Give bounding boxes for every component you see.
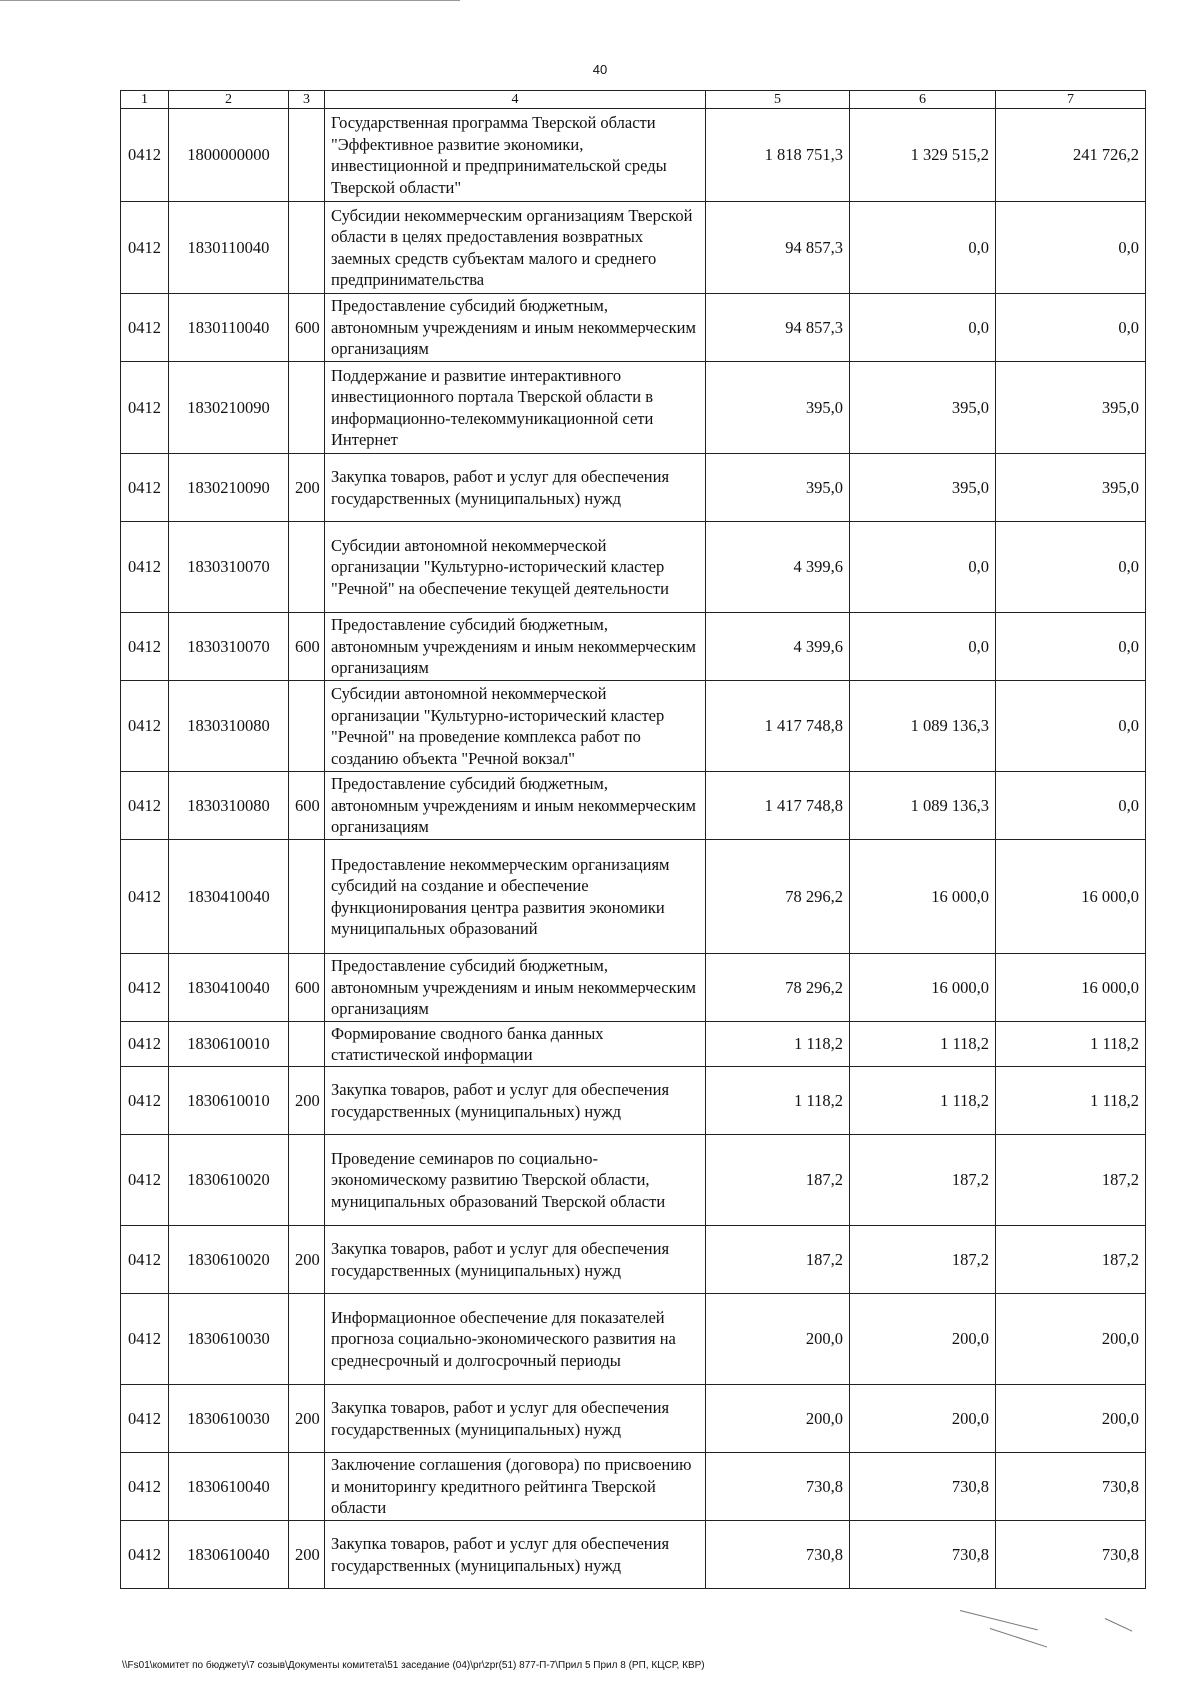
target-article-code: 1830310080: [169, 772, 289, 840]
amount-col6: 1 089 136,3: [850, 681, 996, 772]
amount-col7: 1 118,2: [996, 1022, 1146, 1067]
column-header: 5: [706, 91, 850, 109]
amount-col5: 200,0: [706, 1385, 850, 1453]
amount-col7: 16 000,0: [996, 840, 1146, 954]
amount-col7: 200,0: [996, 1294, 1146, 1385]
table-row: [121, 294, 1146, 362]
amount-col5: 94 857,3: [706, 294, 850, 362]
amount-col5: 730,8: [706, 1521, 850, 1589]
section-code: 0412: [121, 681, 169, 772]
footer-file-path: \\Fs01\комитет по бюджету\7 созыв\Документы комитета\51 заседание (04)\pr\zpr(51) 877-П-7\Прил 5 Прил 8 (РП, КЦСР, КВР): [122, 1660, 705, 1671]
section-code: 0412: [121, 1521, 169, 1589]
item-name: Закупка товаров, работ и услуг для обеспечения государственных (муниципальных) нужд: [325, 1226, 706, 1294]
scan-mark: [960, 1610, 1038, 1630]
item-name: Предоставление некоммерческим организациям субсидий на создание и обеспечение функционирования центра развития экономики муниципальных образований: [325, 840, 706, 954]
amount-col6: 730,8: [850, 1453, 996, 1521]
section-code: 0412: [121, 613, 169, 681]
item-name: Закупка товаров, работ и услуг для обеспечения государственных (муниципальных) нужд: [325, 1385, 706, 1453]
page-number: 40: [592, 62, 608, 77]
item-name: Субсидии автономной некоммерческой организации "Культурно-исторический кластер "Речной" на проведение комплекса работ по созданию объекта "Речной вокзал": [325, 681, 706, 772]
target-article-code: 1830610010: [169, 1067, 289, 1135]
amount-col6: 395,0: [850, 454, 996, 522]
target-article-code: 1830110040: [169, 294, 289, 362]
amount-col6: 1 089 136,3: [850, 772, 996, 840]
item-name: Проведение семинаров по социально-экономическому развитию Тверской области, муниципальных образований Тверской области: [325, 1135, 706, 1226]
section-code: 0412: [121, 1022, 169, 1067]
scan-mark: [990, 1628, 1047, 1647]
amount-col6: 200,0: [850, 1294, 996, 1385]
amount-col7: 241 726,2: [996, 109, 1146, 202]
target-article-code: 1830310070: [169, 522, 289, 613]
column-header: 2: [169, 91, 289, 109]
table-row: [121, 109, 1146, 202]
item-name: Предоставление субсидий бюджетным, автономным учреждениям и иным некоммерческим организациям: [325, 613, 706, 681]
column-header: 1: [121, 91, 169, 109]
table-row: [121, 1135, 1146, 1226]
target-article-code: 1830210090: [169, 454, 289, 522]
amount-col6: 200,0: [850, 1385, 996, 1453]
amount-col7: 187,2: [996, 1226, 1146, 1294]
table-row: [121, 522, 1146, 613]
amount-col5: 187,2: [706, 1135, 850, 1226]
amount-col6: 187,2: [850, 1135, 996, 1226]
amount-col7: 0,0: [996, 772, 1146, 840]
table-row: [121, 1294, 1146, 1385]
item-name: Предоставление субсидий бюджетным, автономным учреждениям и иным некоммерческим организациям: [325, 954, 706, 1022]
budget-table: [120, 90, 1146, 1589]
amount-col5: 78 296,2: [706, 840, 850, 954]
scan-mark: [1105, 1618, 1133, 1632]
amount-col7: 187,2: [996, 1135, 1146, 1226]
item-name: Информационное обеспечение для показателей прогноза социально-экономического развития на среднесрочный и долгосрочный периоды: [325, 1294, 706, 1385]
amount-col7: 730,8: [996, 1453, 1146, 1521]
target-article-code: 1830310070: [169, 613, 289, 681]
table-row: [121, 840, 1146, 954]
expense-type-code: 200: [289, 1385, 325, 1453]
section-code: 0412: [121, 522, 169, 613]
section-code: 0412: [121, 1135, 169, 1226]
section-code: 0412: [121, 454, 169, 522]
amount-col5: 4 399,6: [706, 613, 850, 681]
table-row: [121, 202, 1146, 294]
item-name: Субсидии некоммерческим организациям Тверской области в целях предоставления возвратных заемных средств субъектам малого и среднего предпринимательства: [325, 202, 706, 294]
target-article-code: 1800000000: [169, 109, 289, 202]
table-row: [121, 1022, 1146, 1067]
expense-type-code: [289, 109, 325, 202]
table-row: [121, 1453, 1146, 1521]
expense-type-code: 200: [289, 1226, 325, 1294]
amount-col5: 94 857,3: [706, 202, 850, 294]
column-header: 3: [289, 91, 325, 109]
amount-col7: 395,0: [996, 362, 1146, 454]
expense-type-code: 200: [289, 454, 325, 522]
target-article-code: 1830610020: [169, 1135, 289, 1226]
amount-col5: 187,2: [706, 1226, 850, 1294]
table-row: [121, 1385, 1146, 1453]
section-code: 0412: [121, 202, 169, 294]
amount-col5: 200,0: [706, 1294, 850, 1385]
section-code: 0412: [121, 772, 169, 840]
amount-col7: 16 000,0: [996, 954, 1146, 1022]
target-article-code: 1830610020: [169, 1226, 289, 1294]
item-name: Субсидии автономной некоммерческой организации "Культурно-исторический кластер "Речной" на обеспечение текущей деятельности: [325, 522, 706, 613]
table-row: [121, 1226, 1146, 1294]
item-name: Заключение соглашения (договора) по присвоению и мониторингу кредитного рейтинга Тверской области: [325, 1453, 706, 1521]
item-name: Формирование сводного банка данных статистической информации: [325, 1022, 706, 1067]
amount-col5: 1 118,2: [706, 1022, 850, 1067]
amount-col6: 16 000,0: [850, 954, 996, 1022]
amount-col6: 1 329 515,2: [850, 109, 996, 202]
amount-col6: 0,0: [850, 294, 996, 362]
section-code: 0412: [121, 1067, 169, 1135]
expense-type-code: [289, 1453, 325, 1521]
expense-type-code: 600: [289, 294, 325, 362]
table-header-row: [121, 91, 1146, 109]
amount-col5: 1 417 748,8: [706, 681, 850, 772]
target-article-code: 1830110040: [169, 202, 289, 294]
target-article-code: 1830410040: [169, 954, 289, 1022]
expense-type-code: [289, 522, 325, 613]
table-row: [121, 1521, 1146, 1589]
amount-col7: 0,0: [996, 613, 1146, 681]
amount-col5: 1 417 748,8: [706, 772, 850, 840]
amount-col6: 1 118,2: [850, 1022, 996, 1067]
table-row: [121, 954, 1146, 1022]
section-code: 0412: [121, 1453, 169, 1521]
amount-col7: 0,0: [996, 202, 1146, 294]
target-article-code: 1830610040: [169, 1453, 289, 1521]
amount-col7: 395,0: [996, 454, 1146, 522]
section-code: 0412: [121, 954, 169, 1022]
amount-col5: 395,0: [706, 362, 850, 454]
expense-type-code: [289, 202, 325, 294]
target-article-code: 1830310080: [169, 681, 289, 772]
item-name: Поддержание и развитие интерактивного инвестиционного портала Тверской области в информационно-телекоммуникационной сети Интернет: [325, 362, 706, 454]
amount-col6: 0,0: [850, 613, 996, 681]
amount-col6: 730,8: [850, 1521, 996, 1589]
expense-type-code: 200: [289, 1521, 325, 1589]
expense-type-code: 600: [289, 772, 325, 840]
target-article-code: 1830610030: [169, 1385, 289, 1453]
amount-col5: 1 118,2: [706, 1067, 850, 1135]
target-article-code: 1830610040: [169, 1521, 289, 1589]
target-article-code: 1830610030: [169, 1294, 289, 1385]
amount-col7: 0,0: [996, 681, 1146, 772]
expense-type-code: 200: [289, 1067, 325, 1135]
expense-type-code: 600: [289, 613, 325, 681]
amount-col7: 730,8: [996, 1521, 1146, 1589]
table-row: [121, 613, 1146, 681]
expense-type-code: [289, 840, 325, 954]
section-code: 0412: [121, 294, 169, 362]
section-code: 0412: [121, 1226, 169, 1294]
amount-col5: 78 296,2: [706, 954, 850, 1022]
scan-top-rule: [0, 0, 460, 1]
item-name: Государственная программа Тверской области "Эффективное развитие экономики, инвестиционной и предпринимательской среды Тверской области": [325, 109, 706, 202]
column-header: 6: [850, 91, 996, 109]
item-name: Закупка товаров, работ и услуг для обеспечения государственных (муниципальных) нужд: [325, 1067, 706, 1135]
amount-col5: 4 399,6: [706, 522, 850, 613]
column-header: 4: [325, 91, 706, 109]
target-article-code: 1830610010: [169, 1022, 289, 1067]
section-code: 0412: [121, 109, 169, 202]
expense-type-code: [289, 1022, 325, 1067]
section-code: 0412: [121, 1294, 169, 1385]
item-name: Закупка товаров, работ и услуг для обеспечения государственных (муниципальных) нужд: [325, 1521, 706, 1589]
amount-col7: 1 118,2: [996, 1067, 1146, 1135]
table-row: [121, 772, 1146, 840]
amount-col6: 16 000,0: [850, 840, 996, 954]
amount-col5: 1 818 751,3: [706, 109, 850, 202]
expense-type-code: [289, 1135, 325, 1226]
amount-col6: 0,0: [850, 522, 996, 613]
amount-col6: 1 118,2: [850, 1067, 996, 1135]
column-header: 7: [996, 91, 1146, 109]
amount-col6: 395,0: [850, 362, 996, 454]
amount-col5: 730,8: [706, 1453, 850, 1521]
table-row: [121, 681, 1146, 772]
amount-col7: 200,0: [996, 1385, 1146, 1453]
section-code: 0412: [121, 840, 169, 954]
section-code: 0412: [121, 362, 169, 454]
expense-type-code: [289, 681, 325, 772]
item-name: Закупка товаров, работ и услуг для обеспечения государственных (муниципальных) нужд: [325, 454, 706, 522]
section-code: 0412: [121, 1385, 169, 1453]
table-row: [121, 454, 1146, 522]
target-article-code: 1830210090: [169, 362, 289, 454]
amount-col6: 187,2: [850, 1226, 996, 1294]
amount-col7: 0,0: [996, 522, 1146, 613]
table-row: [121, 1067, 1146, 1135]
item-name: Предоставление субсидий бюджетным, автономным учреждениям и иным некоммерческим организациям: [325, 294, 706, 362]
item-name: Предоставление субсидий бюджетным, автономным учреждениям и иным некоммерческим организациям: [325, 772, 706, 840]
expense-type-code: [289, 1294, 325, 1385]
amount-col5: 395,0: [706, 454, 850, 522]
table-row: [121, 362, 1146, 454]
amount-col6: 0,0: [850, 202, 996, 294]
target-article-code: 1830410040: [169, 840, 289, 954]
amount-col7: 0,0: [996, 294, 1146, 362]
expense-type-code: 600: [289, 954, 325, 1022]
expense-type-code: [289, 362, 325, 454]
